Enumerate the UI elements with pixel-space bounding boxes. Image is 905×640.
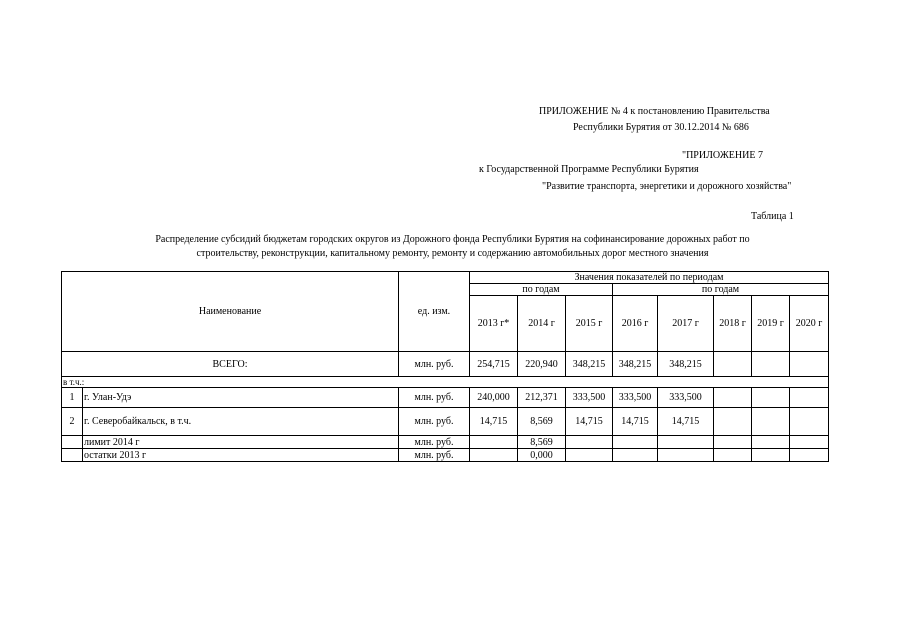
year-header-2013: 2013 г* — [470, 296, 518, 352]
header-line-appendix-4: ПРИЛОЖЕНИЕ № 4 к постановлению Правительства — [539, 106, 770, 117]
table-cell — [790, 408, 829, 436]
document-title-line-2: строительству, реконструкции, капитальному ремонту, ремонту и содержанию автомобильных дорог местного значения — [196, 248, 709, 259]
table-cell: 254,715 — [470, 352, 518, 377]
header-years-group-2-label: по годам — [701, 284, 740, 295]
total-unit: млн. руб. — [399, 352, 470, 377]
table-subrow — [62, 436, 829, 449]
table-cell — [752, 449, 790, 462]
table-cell: 348,215 — [658, 352, 714, 377]
table-row-total — [62, 352, 829, 377]
header-years-group-2 — [613, 284, 829, 296]
row-name: г. Улан-Удэ — [83, 388, 399, 408]
table-cell: 333,500 — [658, 388, 714, 408]
year-header-2017: 2017 г — [658, 296, 714, 352]
year-header-2018: 2018 г — [714, 296, 752, 352]
table-cell — [714, 436, 752, 449]
table-cell — [470, 449, 518, 462]
row-unit: млн. руб. — [399, 388, 470, 408]
header-period-group — [470, 272, 829, 284]
year-header-2019: 2019 г — [752, 296, 790, 352]
table-cell — [658, 449, 714, 462]
table-cell: 348,215 — [566, 352, 613, 377]
subsidy-table — [61, 271, 829, 462]
row-number: 2 — [62, 408, 83, 436]
year-header-2016: 2016 г — [613, 296, 658, 352]
table-cell — [714, 449, 752, 462]
header-cell-unit — [399, 272, 470, 352]
table-cell — [790, 352, 829, 377]
header-years-group-1 — [470, 284, 613, 296]
table-cell: 240,000 — [470, 388, 518, 408]
table-row — [62, 388, 829, 408]
year-header-2014: 2014 г — [518, 296, 566, 352]
table-cell — [658, 436, 714, 449]
table-cell: 333,500 — [566, 388, 613, 408]
year-header-2015: 2015 г — [566, 296, 613, 352]
table-cell — [752, 408, 790, 436]
table-cell: 348,215 — [613, 352, 658, 377]
header-name-label: Наименование — [198, 306, 262, 317]
subrow-name: лимит 2014 г — [83, 436, 399, 449]
header-period-group-label: Значения показателей по периодам — [574, 272, 724, 283]
table-cell: 14,715 — [658, 408, 714, 436]
document-title-line-1: Распределение субсидий бюджетам городских округов из Дорожного фонда Республики Бурятия на софинансирование дорожных работ по — [155, 234, 750, 245]
subrow-unit: млн. руб. — [399, 436, 470, 449]
header-line-program-title: "Развитие транспорта, энергетики и дорожного хозяйства" — [542, 181, 792, 192]
table-cell — [790, 436, 829, 449]
table-cell — [752, 352, 790, 377]
header-line-appendix-7: "ПРИЛОЖЕНИЕ 7 — [682, 150, 763, 161]
table-cell — [714, 352, 752, 377]
table-cell: 333,500 — [613, 388, 658, 408]
table-cell: 212,371 — [518, 388, 566, 408]
total-label: ВСЕГО: — [62, 352, 399, 377]
table-subrow — [62, 449, 829, 462]
including-label: в т.ч.: — [62, 377, 829, 388]
header-years-group-1-label: по годам — [522, 284, 560, 295]
empty-cell — [62, 449, 83, 462]
table-cell: 14,715 — [613, 408, 658, 436]
row-unit: млн. руб. — [399, 408, 470, 436]
table-cell — [790, 449, 829, 462]
table-cell — [752, 388, 790, 408]
table-cell: 8,569 — [518, 436, 566, 449]
header-line-program: к Государственной Программе Республики Бурятия — [479, 164, 699, 175]
row-name: г. Северобайкальск, в т.ч. — [83, 408, 399, 436]
table-cell — [790, 388, 829, 408]
table-cell — [566, 436, 613, 449]
table-cell: 14,715 — [566, 408, 613, 436]
table-cell — [470, 436, 518, 449]
header-unit-label: ед. изм. — [417, 306, 451, 317]
year-header-2020: 2020 г — [790, 296, 829, 352]
subrow-name: остатки 2013 г — [83, 449, 399, 462]
row-number: 1 — [62, 388, 83, 408]
header-cell-name — [62, 272, 399, 352]
header-line-resolution: Республики Бурятия от 30.12.2014 № 686 — [573, 122, 749, 133]
table-cell — [613, 436, 658, 449]
table-cell — [613, 449, 658, 462]
table-cell: 220,940 — [518, 352, 566, 377]
table-cell — [714, 408, 752, 436]
table-cell — [714, 388, 752, 408]
table-cell: 8,569 — [518, 408, 566, 436]
empty-cell — [62, 436, 83, 449]
table-cell — [752, 436, 790, 449]
table-cell: 0,000 — [518, 449, 566, 462]
table-row-including — [62, 377, 829, 388]
table-cell: 14,715 — [470, 408, 518, 436]
table-row — [62, 408, 829, 436]
table-cell — [566, 449, 613, 462]
subrow-unit: млн. руб. — [399, 449, 470, 462]
table-number: Таблица 1 — [751, 211, 794, 222]
